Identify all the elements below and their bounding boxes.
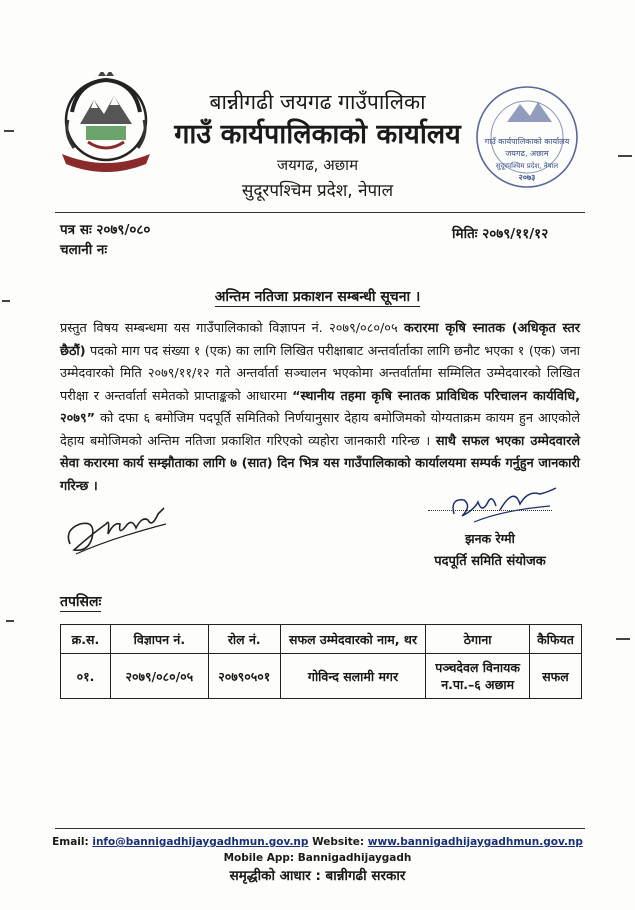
office-location: जयगढ, अछाम (276, 156, 359, 174)
footer-contact (0, 836, 635, 848)
province-name: सुदूरपश्चिम प्रदेश, नेपाल (241, 181, 394, 201)
seal-text: जयगढ, अछाम (505, 149, 549, 158)
details-heading: तपसिलः (60, 594, 102, 610)
signature-line (428, 510, 552, 511)
table-row (61, 654, 582, 699)
footer-app: Mobile App: Bannigadhijaygadh (223, 852, 412, 864)
body-text-3: को दफा ६ बमोजिम पदपूर्ति समितिको निर्णयानुसार देहाय बमोजिमको योग्यताक्रम कायम हुन आएकोले देहाय बमोजिमको अन्तिम नतिजा प्रकाशित गरिएको व्यहोरा जानकारी गरिन्छ । (60, 411, 580, 449)
scan-mark (616, 638, 630, 640)
signatory-title: पदपूर्ति समिति संयोजक (434, 554, 546, 569)
signatory-name: झनक रेग्मी (465, 531, 515, 546)
cell-address (426, 654, 530, 699)
address-line: पञ्चदेवल विनायक (435, 660, 521, 675)
results-table (60, 624, 582, 699)
notice-subject (0, 287, 635, 306)
table-header-row (61, 625, 582, 654)
body-bold-2: “स्थानीय तहमा कृषि स्नातक प्राविधिक परिचालन कार्यविधि, २०७९” (60, 388, 580, 426)
column-header: ठेगाना (426, 625, 530, 654)
column-header: क्र.स. (61, 625, 111, 654)
column-header: कैफियत (530, 625, 582, 654)
email-link[interactable]: info@bannigadhijaygadhmun.gov.np (92, 836, 309, 848)
handwritten-signature-right (444, 480, 564, 530)
cell-serial: ०१. (61, 654, 111, 699)
letter-reference: पत्र सः २०७९/०८० (60, 222, 151, 238)
seal-year: २०७३ (518, 173, 536, 182)
body-text-1: प्रस्तुत विषय सम्बन्धमा यस गाउँपालिकाको विज्ञापन नं. २०७९/०८०/०५ (60, 321, 404, 336)
header-divider (55, 212, 585, 213)
office-title: गाउँ कार्यपालिकाको कार्यालय (174, 119, 461, 150)
footer-motto: समृद्धीको आधार : बान्नीगढी सरकार (229, 868, 406, 884)
notice-body (60, 318, 580, 498)
handwritten-signature-left (62, 494, 172, 564)
footer-divider (55, 828, 585, 829)
letter-date: मितिः २०७९/११/१२ (452, 226, 549, 242)
scan-mark (6, 620, 14, 622)
seal-text: गाउँ कार्यपालिकाको कार्यालय (484, 137, 570, 146)
column-header: विज्ञापन नं. (110, 625, 208, 654)
notice-subject-text: अन्तिम नतिजा प्रकाशन सम्बन्धी सूचना । (214, 289, 421, 305)
body-text-2: पदको माग पद संख्या १ (एक) का लागि लिखित परीक्षाबाट अन्तर्वार्ताका लागि छनौट भएका १ (एक) जना उम्मेदवारको मिति २०७९/११/१२ गते अन्तर्वार्ता सञ्चालन भएकोमा अन्तर्वार्तामा सम्मिलित उम्मेदवारको लिखित परीक्षा र अन्तर्वार्ता समेतको प्राप्ताङ्कको आधारमा (60, 343, 580, 404)
cell-roll-no: २०७९०५०१ (208, 654, 280, 699)
address-line: न.पा.–६ अछाम (441, 677, 515, 692)
cell-candidate-name: गोविन्द सलामी मगर (280, 654, 426, 699)
column-header: सफल उम्मेदवारको नाम, थर (280, 625, 426, 654)
website-link[interactable]: www.bannigadhijaygadhmun.gov.np (367, 836, 583, 848)
seal-text: सुदूरपश्चिम प्रदेश, नेपाल (495, 162, 559, 170)
cell-advertisement-no: २०७९/०८०/०५ (110, 654, 208, 699)
cell-remark: सफल (530, 654, 582, 699)
website-label: Website: (308, 836, 368, 848)
dispatch-number: चलानी नः (60, 242, 108, 258)
municipality-name: बान्नीगढी जयगढ गाउँपालिका (209, 90, 426, 114)
column-header: रोल नं. (208, 625, 280, 654)
body-bold-1: करारमा कृषि स्नातक (अधिकृत स्तर छैठौं) (60, 321, 580, 359)
email-label: Email: (52, 836, 93, 848)
body-bold-3: साथै सफल भएका उम्मेदवारले सेवा करारमा कार्य सम्झौताका लागि ७ (सात) दिन भित्र यस गाउँपालिकाको कार्यालयमा सम्पर्क गर्नुहुन जानकारी गरिन्छ । (60, 433, 581, 494)
